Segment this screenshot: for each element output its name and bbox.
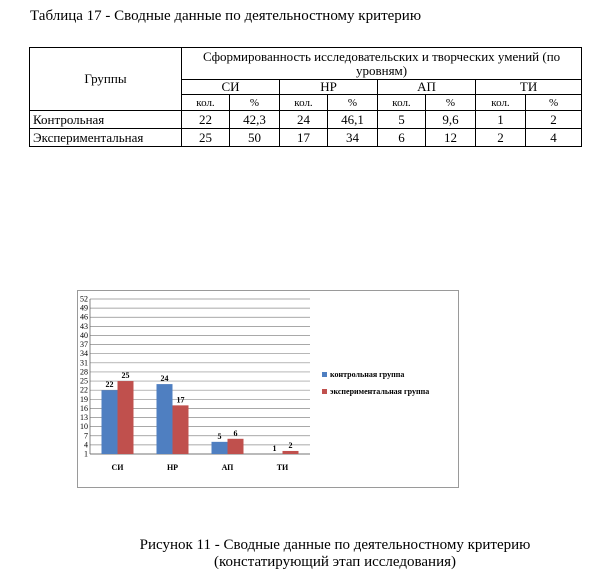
table-cell: 5: [378, 111, 426, 129]
percent-subheader: %: [426, 95, 476, 111]
bar-experimental: [173, 405, 189, 454]
figure-caption: [0, 537, 600, 571]
table-row: [30, 129, 582, 147]
x-tick-label: ТИ: [276, 463, 289, 472]
x-tick-label: СИ: [111, 463, 124, 472]
bar-experimental: [118, 381, 134, 454]
y-tick-label: 52: [80, 294, 88, 304]
data-label: 22: [105, 380, 114, 390]
table-cell: 12: [426, 129, 476, 147]
table-cell: 25: [182, 129, 230, 147]
bar-experimental: [283, 451, 299, 454]
table-cell: 22: [182, 111, 230, 129]
row-name: Контрольная: [30, 111, 182, 129]
y-tick-label: 19: [80, 394, 88, 404]
table-cell: 50: [230, 129, 280, 147]
x-tick-label: НР: [166, 463, 179, 472]
table-cell: 4: [526, 129, 582, 147]
level-header: НР: [280, 80, 378, 95]
table-cell: 2: [476, 129, 526, 147]
bar-experimental: [228, 439, 244, 454]
y-tick-label: 22: [80, 385, 88, 395]
table-cell: 17: [280, 129, 328, 147]
y-tick-label: 25: [80, 376, 88, 386]
legend-swatch: [322, 389, 327, 394]
count-subheader: кол.: [476, 95, 526, 111]
legend-label: экспериментальная группа: [330, 387, 430, 396]
table-cell: 9,6: [426, 111, 476, 129]
summary-table: [29, 47, 582, 147]
data-label: 24: [160, 374, 169, 384]
figure-caption-line-2: (констатирующий этап исследования): [214, 554, 456, 570]
table-caption: Таблица 17 - Сводные данные по деятельностному критерию: [30, 8, 422, 24]
percent-subheader: %: [230, 95, 280, 111]
y-tick-label: 28: [80, 367, 88, 377]
table-cell: 24: [280, 111, 328, 129]
y-tick-label: 34: [80, 349, 88, 359]
y-tick-label: 13: [80, 413, 88, 423]
y-tick-label: 43: [80, 321, 88, 331]
data-label: 2: [288, 440, 293, 450]
table-row: [30, 111, 582, 129]
level-header: ТИ: [476, 80, 582, 95]
y-tick-label: 4: [84, 440, 88, 450]
data-label: 5: [217, 431, 222, 441]
table-cell: 6: [378, 129, 426, 147]
y-tick-label: 1: [84, 449, 88, 459]
criterion-header: Сформированность исследовательских и творческих умений (по уровням): [182, 48, 582, 80]
bar-control: [102, 390, 118, 454]
y-tick-label: 37: [80, 340, 88, 350]
bar-chart: [77, 290, 459, 488]
percent-subheader: %: [526, 95, 582, 111]
data-label: 25: [121, 371, 130, 381]
y-tick-label: 7: [84, 431, 88, 441]
y-tick-label: 10: [80, 422, 88, 432]
bar-control: [157, 384, 173, 454]
table-cell: 1: [476, 111, 526, 129]
y-tick-label: 16: [80, 403, 88, 413]
y-tick-label: 49: [80, 303, 88, 313]
table-cell: 42,3: [230, 111, 280, 129]
y-tick-label: 31: [80, 358, 88, 368]
table-cell: 46,1: [328, 111, 378, 129]
count-subheader: кол.: [280, 95, 328, 111]
level-header: АП: [378, 80, 476, 95]
table-cell: 2: [526, 111, 582, 129]
legend-swatch: [322, 372, 327, 377]
legend-label: контрольная группа: [330, 370, 405, 379]
data-label: 6: [233, 428, 238, 438]
data-label: 17: [176, 395, 185, 405]
percent-subheader: %: [328, 95, 378, 111]
figure-caption-line-1: Рисунок 11 - Сводные данные по деятельностному критерию: [139, 537, 531, 553]
data-label: 1: [272, 444, 277, 453]
groups-header: Группы: [30, 48, 182, 111]
level-header: СИ: [182, 80, 280, 95]
table-cell: 34: [328, 129, 378, 147]
row-name: Экспериментальная: [30, 129, 182, 147]
count-subheader: кол.: [182, 95, 230, 111]
bar-control: [212, 442, 228, 454]
count-subheader: кол.: [378, 95, 426, 111]
chart-canvas: [78, 291, 458, 487]
y-tick-label: 46: [80, 312, 88, 322]
y-tick-label: 40: [80, 330, 88, 340]
x-tick-label: АП: [221, 463, 234, 472]
